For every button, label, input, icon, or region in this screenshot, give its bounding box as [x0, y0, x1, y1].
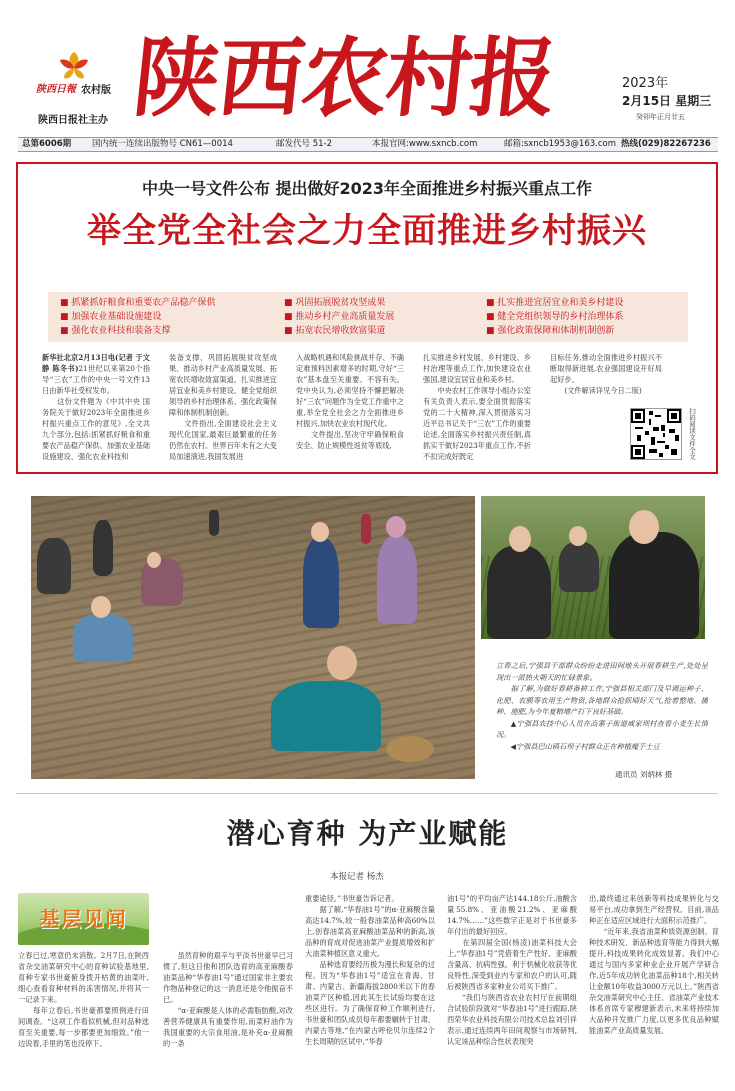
- lead-kicker: 中央一号文件公布 提出做好2023年全面推进乡村振兴重点工作: [141, 179, 593, 198]
- official-figure: [609, 532, 699, 639]
- lead-column-4: 扎实推进乡村发展、乡村建设、乡村治理等重点工作,加快建设农业强国,建设宜居宜业和美乡村。 中央农村工作领导小组办公室有关负责人表示,要全面贯彻落实党的二十大精神,深入贯彻落实习近平总书记关于“三农”工作的重要论述,全面落实乡村振兴责任制,真抓实干做好2023年重点工作,不折不扣完成好既定: [423, 353, 531, 461]
- official-head: [509, 526, 531, 552]
- farmer-figure: [73, 614, 133, 662]
- feature-headline: 潜心育种 为产业赋能: [226, 817, 509, 850]
- square-bullet-icon: ■: [284, 298, 296, 308]
- key-point: [486, 310, 623, 324]
- lead-column-2: 装备支撑、巩固拓展脱贫攻坚成果、推动乡村产业高质量发展、拓宽农民增收致富渠道、扎实推进宜居宜业和美乡村建设、健全党组织领导的乡村治理体系、强化政策保障和体制机制创新。 文件指出,全面建设社会主义现代化国家,最艰巨最繁重的任务仍然在农村。世界百年未有之大变局加速演进,我国发展进: [169, 353, 277, 461]
- cn-number: 国内统一连续出版物号 CN61—0014: [92, 139, 233, 149]
- lead-headline: 举全党全社会之力全面推进乡村振兴: [87, 211, 647, 251]
- farmer-figure: [209, 510, 219, 536]
- photo-section-divider: [16, 793, 718, 794]
- key-point-text: 推动乡村产业高质量发展: [295, 312, 395, 322]
- key-point: [284, 296, 385, 310]
- lead-column-text: 目标任务,推动全面推进乡村振兴不断取得新进展,农业强国建设开好局起好步。 (文件解读详见今日二版): [550, 353, 662, 395]
- feature-column-4: 油1号”的平均亩产达144.18公斤,油酸含量55.8%、亚油酸21.2%、亚麻酸14.7%……”这些数字正是对于书世豪多年付出的最好回应。 在第四届全国(杨凌)油菜科技大会上,“华春油1号”凭借着生产性好、亚麻酸含量高、抗病性强、利于机械化收获等优良特性,深受到业内专家和农户的认可,随后被陕西省多家种业公司买下推广。 “我们与陕西省农业农村厅在前期组合试验阶段就对“华春油1号”进行跟踪,陕西荣华农业科技有限公司技术总监刘引祥表示,通过连续两年田间观察与市场研判,认定该品种综合性状表现突: [447, 894, 577, 1046]
- farmer-head: [327, 646, 357, 680]
- key-point-text: 巩固拓展脱贫攻坚成果: [295, 298, 386, 308]
- key-point: [60, 324, 170, 338]
- website: 本报官网:www.sxncb.com: [372, 139, 478, 149]
- farmer-head: [91, 596, 111, 618]
- field-planting-photo: [31, 496, 475, 779]
- newspaper-logo: [36, 46, 116, 96]
- key-point-text: 强化农业科技和装备支撑: [71, 326, 171, 336]
- key-point-text: 抓紧抓好粮食和重要农产品稳产保供: [71, 298, 216, 308]
- key-point-text: 加强农业基础设施建设: [71, 312, 162, 322]
- square-bullet-icon: ■: [284, 312, 296, 322]
- lead-column-1: [42, 352, 150, 464]
- square-bullet-icon: ■: [284, 326, 296, 336]
- issue-date: 2月15日 星期三: [622, 94, 712, 108]
- lead-dateline: 新华社北京2月13日电(记者 于文静 陈冬书): [42, 353, 150, 373]
- square-bullet-icon: ■: [60, 326, 72, 336]
- qr-code[interactable]: [630, 408, 682, 460]
- official-figure: [487, 546, 551, 639]
- farmer-head: [311, 522, 329, 542]
- postal-code: 邮发代号 51-2: [276, 139, 332, 149]
- key-point-text: 健全党组织领导的乡村治理体系: [497, 312, 624, 322]
- feature-column-2: 虽然育种的艰辛与平淡书世豪早已习惯了,但这日他和团队选育的高亚麻酸春油菜品种“华春油1号”通过国家非主要农作物品种登记的这一消息还是令他振奋不已。 “α-亚麻酸是人体的必需脂肪酸,对改善营养健康具有重要作用,而菜籽油作为我国重要的大宗食用油,是补充α-亚麻酸的一条: [163, 951, 293, 1048]
- banner-title: 基层见闻: [39, 907, 128, 931]
- key-point: [60, 296, 215, 310]
- lead-body: [42, 352, 698, 466]
- farmer-figure: [361, 514, 371, 544]
- issue-number: 总第6006期: [22, 139, 72, 149]
- key-point: [284, 310, 394, 324]
- issue-info-bar: [18, 137, 718, 152]
- official-figure: [559, 542, 599, 592]
- lead-column-5: [550, 352, 662, 404]
- issue-year: 2023年: [622, 76, 669, 91]
- square-bullet-icon: ■: [486, 312, 498, 322]
- feature-column-1: 立春已过,寒意仍未消散。2月7日,在陕西省杂交油菜研究中心的育种试验基地里,育种专家书世豪俯身拨开枯黄的油菜叶,细心查看育种材料的冻害情况,并将其一一记录下来。 每年立春后,书世豪都要照例进行田间调查。“这项工作看似机械,但对品种选育至关重要,每一步都要更加细致。”他一边说着,手里的笔也没停下。: [18, 951, 149, 1048]
- lead-column-3: 入战略机遇和风险挑战并存、不确定难预料因素增多的时期,守好“三农”基本盘至关重要、不容有失。党中央认为,必须坚持不懈把解决好“三农”问题作为全党工作重中之重,举全党全社会之力全面推进乡村振兴,加快农业农村现代化。 文件提出,坚决守牢确保粮食安全、防止规模性返贫等底线,: [296, 353, 404, 450]
- email: 邮箱:sxncb1953@163.com: [504, 139, 616, 149]
- masthead: [0, 0, 735, 138]
- hotline: 热线(029)82267236: [621, 139, 711, 149]
- square-bullet-icon: ■: [60, 298, 72, 308]
- key-point: [486, 296, 623, 310]
- basket: [386, 736, 434, 762]
- feature-byline: 本报记者 杨杰: [330, 872, 384, 882]
- square-bullet-icon: ■: [486, 326, 498, 336]
- key-point-text: 强化政策保障和体制机制创新: [497, 326, 615, 336]
- key-point-text: 扎实推进宜居宜业和美乡村建设: [497, 298, 624, 308]
- edition-label: 农村版: [81, 85, 111, 96]
- photo-caption: 立春之后,宁强县干部群众纷纷走进田间地头开展春耕生产,处处呈现出一派热火朝天的忙碌景象。 据了解,为做好春耕备耕工作,宁强县相关部门及早调运种子、化肥、农膜等农用生产物资,各地群众抢抓晴好天气,抢着整地、播种、施肥,为今年夏粮增产打下良好基础。 ▲宁强县农技中心人员在高寨子街道威家坝村查看小麦生长情况。 ◀宁强县巴山镇石坝子村群众正在种植魔芋土豆: [496, 661, 708, 751]
- farmer-head: [147, 552, 161, 568]
- farmer-figure: [93, 520, 113, 576]
- key-point: [60, 310, 161, 324]
- logo-text: 陕西日報: [36, 84, 76, 95]
- farmer-figure: [303, 538, 339, 628]
- official-head: [629, 510, 659, 544]
- farmer-figure: [377, 536, 417, 624]
- farmer-figure: [141, 558, 183, 606]
- key-point: [486, 324, 614, 338]
- key-point: [284, 324, 385, 338]
- farmer-head: [386, 516, 406, 538]
- square-bullet-icon: ■: [486, 298, 498, 308]
- feature-column-3: 重要途径。”书世豪告诉记者。 据了解,“华春油1号”的α-亚麻酸含量高达14.7%,较一般春油菜品种高60%以上,创春油菜高亚麻酸油菜品种的新高,该品种的育成对促进油菜产业提质增效和扩大油菜种植区意义重大。 品种选育要经历极为漫长和复杂的过程。因为“华春油1号”适宜在青海、甘肃、内蒙古、新疆海拔2800米以下的春油菜产区种植,因此其生长试验均要在这些区进行。为了确保育种工作顺利进行,书世豪和团队成员每年都要辗转于甘肃、内蒙古等地,“在内蒙古呼伦贝尔连续2个生长周期的区试中,“华春: [305, 894, 435, 1046]
- qr-caption: 扫码阅读文件全文: [688, 408, 696, 460]
- column-banner: [18, 893, 149, 945]
- official-head: [569, 526, 587, 546]
- key-point-text: 拓宽农民增收致富渠道: [295, 326, 386, 336]
- photo-credit: 通讯员 刘炳林 摄: [615, 770, 673, 779]
- sponsor-label: 陕西日报社主办: [38, 115, 108, 126]
- lead-story-box: [16, 162, 718, 474]
- lead-column-text: 21世纪以来第20个指导“三农”工作的中央一号文件13日由新华社受权发布。 这份文件题为《中共中央 国务院关于做好2023年全面推进乡村振兴重点工作的意见》,全文共九个部分,包括:抓紧抓好粮食和重要农产品稳产保供、加强农业基础设施建设、强化农业科技和: [42, 364, 150, 461]
- farmer-figure: [271, 681, 381, 751]
- feature-column-5: 出,最终通过来创新等科技成果转化与交易平台,成功拿到生产经营权。目前,该品种正在适应区域进行大面积示范推广。 “近年来,我省油菜种质资源创制、育种技术研发、新品种选育等能力得到大幅提升,科技成果转化成效显著。我们中心通过与国内多家种业企业开展产学研合作,近5年成功转化油菜品种18个,相关转让金额10年收益3000万元以上。”陕西省杂交油菜研究中心主任、省油菜产业技术体系首席专家穆建新表示,未来将持续加大品种开发推广力度,以更多优良品种赋能油菜产业高质量发展。: [589, 894, 719, 1035]
- square-bullet-icon: ■: [60, 312, 72, 322]
- newspaper-title: 陕西农村报: [128, 28, 560, 129]
- qr-code-icon: [631, 409, 681, 459]
- lunar-date: 癸卯年正月廿五: [636, 113, 685, 121]
- key-points-panel: [48, 292, 688, 342]
- crop-inspection-photo: [481, 496, 705, 639]
- farmer-figure: [37, 538, 71, 594]
